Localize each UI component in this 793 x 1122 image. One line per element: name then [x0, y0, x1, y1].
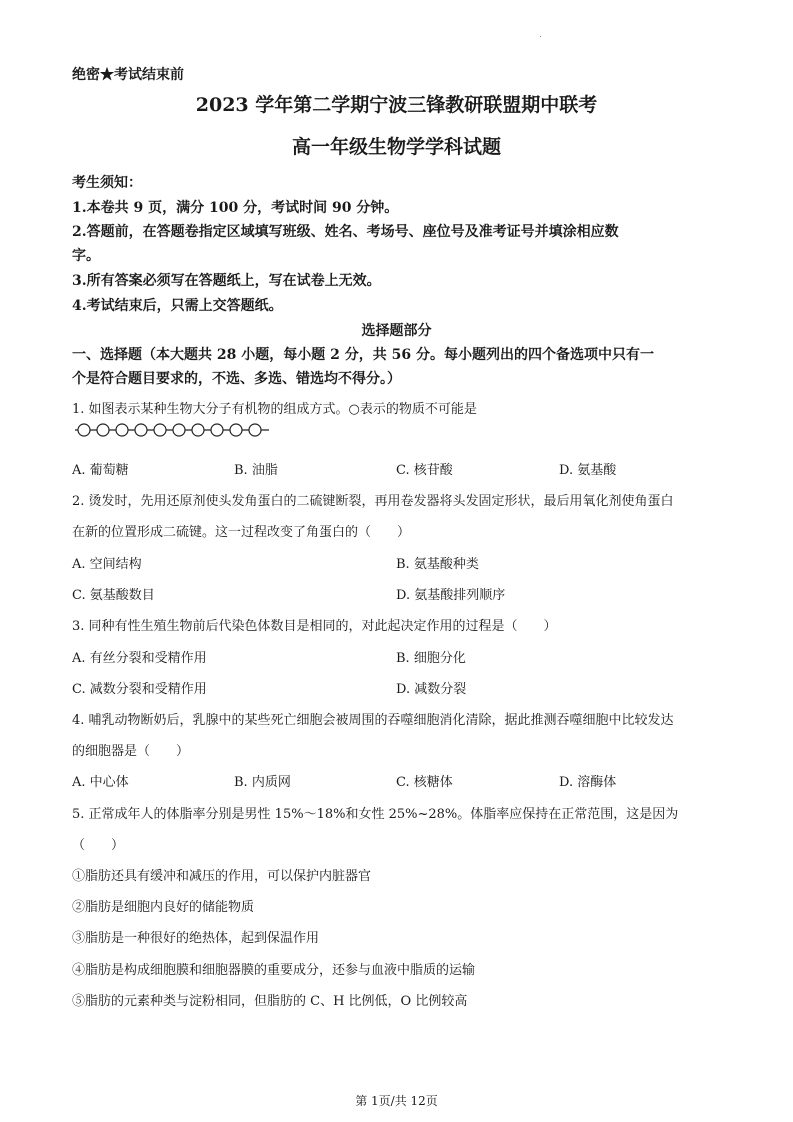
q4-option-a: A. 中心体: [72, 775, 129, 790]
q2-option-c: C. 氨基酸数目: [72, 588, 155, 603]
notice-item-2: 2.答题前，在答题卷指定区域填写班级、姓名、考场号、座位号及准考证号并填涂相应数: [72, 224, 619, 240]
exam-subtitle: 高一年级生物学学科试题: [291, 136, 501, 158]
q5-statement-2: ②脂肪是细胞内良好的储能物质: [72, 900, 255, 915]
q5-stem-cont: （ ）: [72, 838, 125, 853]
q1-stem: 1. 如图表示某种生物大分子有机物的组成方式。○表示的物质不可能是: [72, 402, 477, 417]
notice-heading: 考生须知：: [72, 175, 142, 191]
scan-dot: [540, 36, 541, 37]
q5-statement-3: ③脂肪是一种很好的绝热体，起到保温作用: [72, 931, 320, 946]
section-instructions-cont: 个是符合题目要求的，不选、多选、错选均不得分。）: [72, 371, 401, 387]
q5-stem: 5. 正常成年人的体脂率分别是男性 15%～18%和女性 25%~28%。体脂率应保持在正常范围，这是因为: [72, 807, 679, 822]
q2-option-a: A. 空间结构: [72, 557, 142, 572]
q1-option-b: B. 油脂: [234, 463, 278, 478]
q5-statement-1: ①脂肪还具有缓冲和减压的作用，可以保护内脏器官: [72, 869, 372, 884]
page-footer: 第 1页/共 12页: [355, 1094, 438, 1108]
secret-mark: 绝密★考试结束前: [72, 67, 184, 83]
q2-stem: 2. 烫发时，先用还原剂使头发角蛋白的二硫键断裂，再用卷发器将头发固定形状，最后用氧化剂使角蛋白: [72, 494, 674, 509]
q4-option-b: B. 内质网: [234, 775, 291, 790]
q3-option-a: A. 有丝分裂和受精作用: [72, 651, 207, 666]
q5-statement-4: ④脂肪是构成细胞膜和细胞器膜的重要成分，还参与血液中脂质的运输: [72, 963, 476, 978]
section-title: 选择题部分: [361, 323, 432, 339]
q5-statement-5: ⑤脂肪的元素种类与淀粉相同，但脂肪的 C、H 比例低，O 比例较高: [72, 994, 468, 1009]
notice-item-1: 1.本卷共 9 页，满分 100 分，考试时间 90 分钟。: [72, 200, 399, 216]
q3-option-d: D. 减数分裂: [396, 682, 467, 697]
q2-stem-cont: 在新的位置形成二硫键。这一过程改变了角蛋白的（ ）: [72, 525, 411, 540]
q1-option-d: D. 氨基酸: [559, 463, 617, 478]
q1-option-c: C. 核苷酸: [396, 463, 453, 478]
q3-stem: 3. 同种有性生殖生物前后代染色体数目是相同的，对此起决定作用的过程是（ ）: [72, 619, 557, 634]
q3-option-b: B. 细胞分化: [396, 651, 466, 666]
q4-option-c: C. 核糖体: [396, 775, 453, 790]
q4-stem: 4. 哺乳动物断奶后，乳腺中的某些死亡细胞会被周围的吞噬细胞消化清除，据此推测吞噬细胞中比较发达: [72, 713, 674, 728]
notice-item-2-cont: 字。: [72, 248, 100, 264]
q1-option-a: A. 葡萄糖: [72, 463, 129, 478]
q2-option-d: D. 氨基酸排列顺序: [396, 588, 506, 603]
section-instructions: 一、选择题（本大题共 28 小题，每小题 2 分，共 56 分。每小题列出的四个备选项中只有一: [72, 347, 654, 363]
notice-item-3: 3.所有答案必须写在答题纸上，写在试卷上无效。: [72, 273, 381, 289]
q1-monomer-chain-figure: [72, 421, 272, 441]
q2-option-b: B. 氨基酸种类: [396, 557, 479, 572]
q4-option-d: D. 溶酶体: [559, 775, 617, 790]
q3-option-c: C. 减数分裂和受精作用: [72, 682, 207, 697]
exam-title: 2023 学年第二学期宁波三锋教研联盟期中联考: [195, 94, 598, 116]
notice-item-4: 4.考试结束后，只需上交答题纸。: [72, 298, 283, 314]
q4-stem-cont: 的细胞器是（ ）: [72, 744, 190, 759]
